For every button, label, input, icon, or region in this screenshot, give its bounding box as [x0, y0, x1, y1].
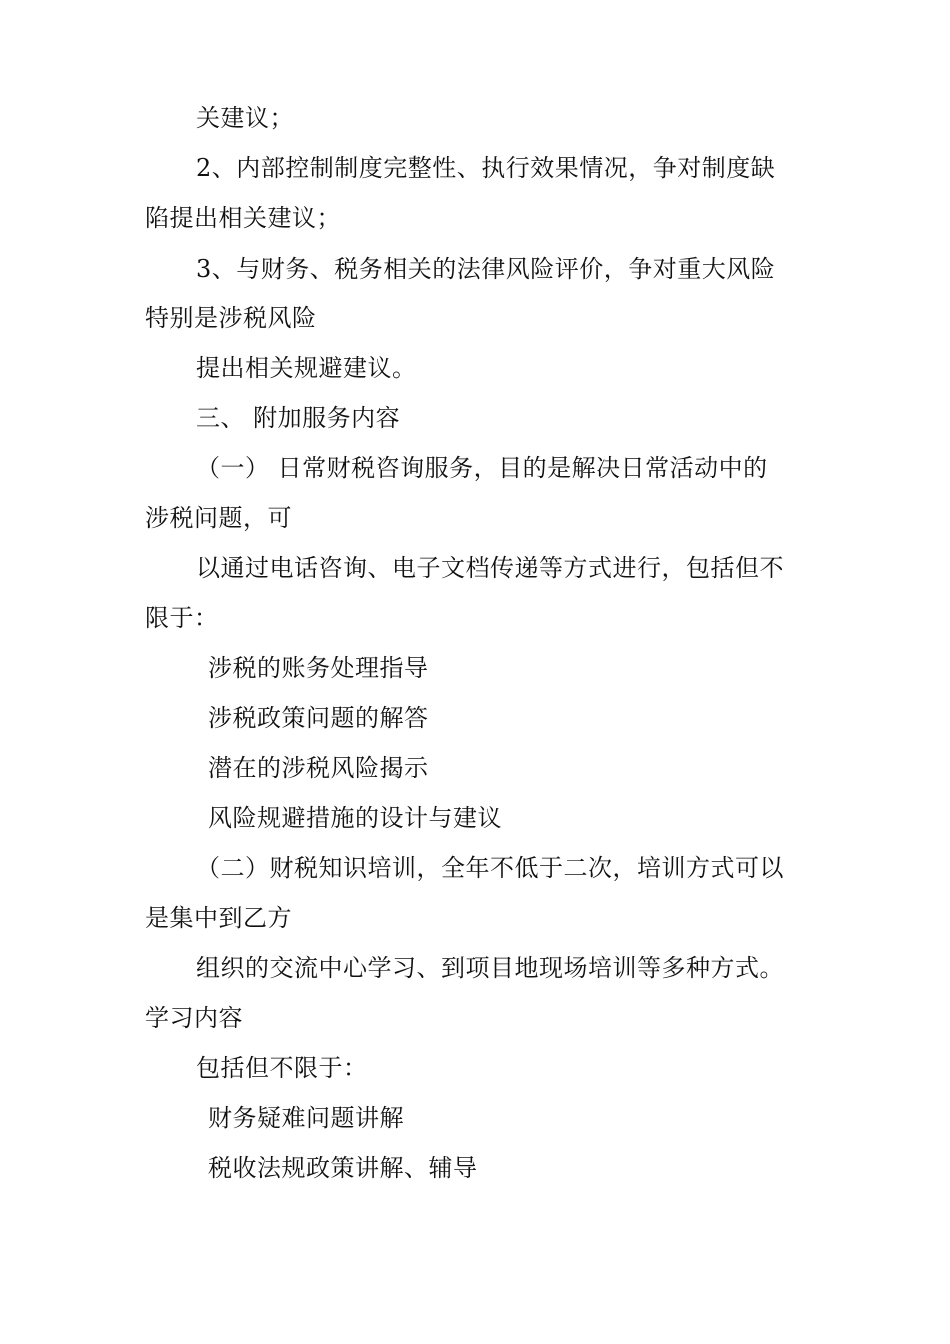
- text-line: 限于：: [145, 604, 219, 632]
- text-line: 学习内容: [145, 1004, 243, 1032]
- text-line: 包括但不限于：: [196, 1054, 368, 1082]
- text-line: 组织的交流中心学习、到项目地现场培训等多种方式。: [196, 954, 784, 982]
- list-item: 涉税政策问题的解答: [208, 704, 429, 732]
- text-line: 陷提出相关建议；: [145, 204, 341, 232]
- section-heading: 三、 附加服务内容: [196, 404, 401, 432]
- list-item: 潜在的涉税风险揭示: [208, 754, 429, 782]
- text-line: 3、与财务、税务相关的法律风险评价，争对重大风险: [196, 255, 776, 283]
- subsection-heading: （一） 日常财税咨询服务，目的是解决日常活动中的: [196, 454, 768, 482]
- subsection-heading: （二）财税知识培训，全年不低于二次，培训方式可以: [196, 854, 784, 882]
- text-line: 特别是涉税风险: [145, 304, 317, 332]
- text-line: 关建议；: [196, 104, 294, 132]
- list-item: 风险规避措施的设计与建议: [208, 804, 502, 832]
- text-line: 以通过电话咨询、电子文档传递等方式进行，包括但不: [196, 554, 784, 582]
- list-item: 涉税的账务处理指导: [208, 654, 429, 682]
- text-line: 提出相关规避建议。: [196, 354, 417, 382]
- list-item: 税收法规政策讲解、辅导: [208, 1154, 478, 1182]
- text-line: 是集中到乙方: [145, 904, 292, 932]
- list-item: 财务疑难问题讲解: [208, 1104, 404, 1132]
- text-line: 涉税问题，可: [145, 504, 292, 532]
- text-line: 2、内部控制制度完整性、执行效果情况，争对制度缺: [196, 154, 776, 182]
